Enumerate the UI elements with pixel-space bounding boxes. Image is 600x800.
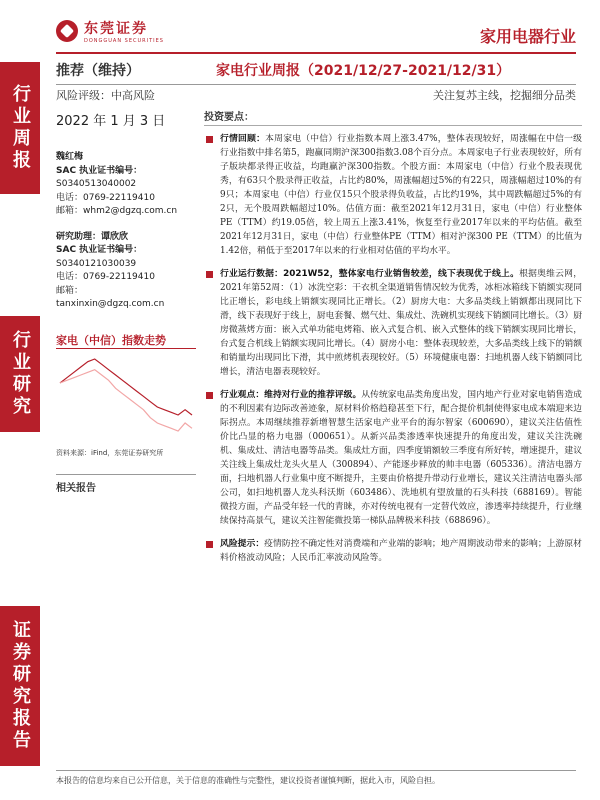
- analyst-cert-label: SAC 执业证书编号：: [56, 245, 143, 255]
- analyst-name: 研究助理：谭欣欣: [56, 231, 129, 242]
- rating: 推荐（维持）: [56, 63, 140, 79]
- side-label-research: [0, 316, 40, 432]
- analyst-name: 魏红梅: [56, 152, 84, 162]
- title-row: [56, 60, 576, 82]
- bullet-text: 根据奥维云网，2021年第52周：（1）冰洗空彩：干衣机全渠道销售情况较为优秀，冰柜冰箱线下销额实现同比正增长，彩电线上销额实现同比正增长。（2）厨房大电：大多品类线上销额都出现同比下滑，线下表现好于线上，厨电套餐、燃气灶、集成灶、洗碗机实现线下销额同比增长。（3）厨房微蒸烤方面：嵌入式单功能电烤箱、嵌入式复合机、嵌入式整体的线下销额实现同比增长，台式复合机线上销额实现同比增长。（4）厨房小电：整体表现较差，大多品类线上线下的销额和销量均出现同比下滑，其中煎烤机表现较好。（5）环境健康电器：扫地机器人线下销额同比增长，清洁电器表现较好。: [220, 269, 582, 377]
- brand-name-cn: 东莞证券: [84, 21, 148, 37]
- brand-logo: [56, 18, 164, 44]
- risk-level: 风险评级：中高风险: [56, 89, 155, 102]
- subtitle-row: [56, 84, 576, 102]
- analyst-assistant: [56, 231, 196, 312]
- side-label-report: [0, 606, 40, 766]
- report-title: 家电行业周报（2021/12/27-2021/12/31）: [216, 63, 511, 79]
- analyst-cert-label: SAC 执业证书编号：: [56, 165, 143, 176]
- bullet-industry-view: [204, 388, 582, 528]
- analyst-email[interactable]: 邮箱：whm2@dgzq.com.cn: [56, 206, 178, 216]
- chart-series-line-1: [60, 370, 192, 431]
- bullet-text: 从传统家电品类角度出发，国内地产行业对家电销售造成的不利因素有边际改善迹象，原材料价格趋稳甚至下行，配合提价机制使得家电成本端迎来边际拐点。本周继续推荐新增智慧生活家电产业平台的海尔智家（600690），建议关注估值性价比凸显的格力电器（000651）。从新兴品类渗透率快速提升的角度出发，建议关注洗碗机、集成灶、清洁电器等品类。集成灶方面，四季度销额较三季度有所好转，增速提升，建议关注线上集成灶龙头火星人（300894）、产能逐步释放的帅丰电器（605336）。清洁电器方面，扫地机器人行业集中度不断提升，主要由价格提升带动行业增长，建议关注清洁电器头部公司，如扫地机器人龙头科沃斯（603486）、洗地机有望放量的石头科技（688169）。智能微投方面，产品受年轻一代的青睐，亦对传统电视有一定替代效应，渗透率持续提升，行业继续保持高景气，建议关注智能微投第一梯队品牌极米科技（688696）。: [220, 390, 582, 526]
- brand-name-en: DONGGUAN SECURITIES: [84, 38, 164, 44]
- bullet-square-icon: [206, 392, 213, 399]
- industry-tag: 家用电器行业: [479, 27, 576, 46]
- analyst-phone: 电话：0769-22119410: [56, 272, 155, 282]
- analyst-email[interactable]: tanxinxin@dgzq.com.cn: [56, 299, 165, 309]
- analyst-primary: [56, 151, 196, 219]
- side-label-weekly: [0, 62, 40, 194]
- investment-points-heading: 投资要点：: [204, 108, 582, 126]
- bullet-lead: 风险提示：: [220, 539, 265, 549]
- side-label-text: 行业研究: [10, 330, 31, 418]
- left-column: [56, 108, 196, 312]
- analyst-phone: 电话：0769-22119410: [56, 192, 155, 203]
- disclaimer-footer: 本报告的信息均来自已公开信息，关于信息的准确性与完整性，建议投资者谨慎判断，据此入市，风险自担。: [56, 770, 576, 787]
- bullet-text: 本周家电（中信）行业指数本周上涨3.47%，整体表现较好，周涨幅在中信一级行业指数中排名第5，跑赢同期沪深300指数3.08个百分点。本周家电子行业表现较好，所有子版块都录得正收益，均跑赢沪深300指数。个股方面：本周家电（中信）行业个股表现优秀，有63只个股录得正收益，占比约80%，周涨幅超过5%的有22只，周涨幅超过10%的有9只；本周家电（中信）行业仅15只个股录得负收益，占比约19%，其中周跌幅超过5%的有2只，无个股周跌幅超过10%。估值方面：截至2021年12月31日，家电（中信）行业整体PE（TTM）约19.05倍，较上周五上涨3.41%，恢复至行业2017年以来的平均估值。截至2021年12月31日，家电（中信）行业整体PE（TTM）相对沪深300 PE（TTM）的比值为1.42倍，稍低于至2017年以来的行业相对估值的平均水平。: [220, 134, 582, 256]
- bullet-square-icon: [206, 271, 213, 278]
- bullet-square-icon: [206, 541, 213, 548]
- chart-source: 资料来源：iFind，东莞证券研究所: [56, 449, 164, 457]
- bullet-lead: 行业观点：维持对行业的推荐评级。: [220, 390, 362, 400]
- analyst-email-label: 邮箱：: [56, 285, 84, 296]
- index-chart: [56, 348, 196, 438]
- bullet-operation-data: [204, 267, 582, 379]
- index-chart-svg: [56, 349, 196, 439]
- bullet-lead: 行业运行数据：2021W52，整体家电行业销售较差，线下表现优于线上。: [220, 269, 520, 279]
- bullet-square-icon: [206, 136, 213, 143]
- chart-title: 家电（中信）指数走势: [56, 334, 166, 347]
- bullet-market-review: [204, 132, 582, 258]
- right-column: [204, 108, 582, 574]
- report-date: 2022 年 1 月 3 日: [56, 114, 166, 129]
- side-label-text: 行业周报: [10, 84, 31, 172]
- analyst-cert-no: S0340513040002: [56, 179, 137, 189]
- analyst-cert-no: S0340121030039: [56, 258, 137, 269]
- brand-logo-icon: [56, 20, 78, 42]
- page-header: [56, 14, 576, 54]
- related-reports-title[interactable]: 相关报告: [56, 474, 196, 494]
- side-label-text: 证券研究报告: [10, 620, 31, 752]
- bullet-lead: 行情回顾：: [220, 134, 266, 144]
- bullet-risk-warning: [204, 537, 582, 565]
- report-subtitle: 关注复苏主线，挖掘细分品类: [433, 89, 576, 102]
- chart-series-line-0: [60, 359, 192, 415]
- bullet-text: 疫情防控不确定性对消费端和产业端的影响；地产周期波动带来的影响；上游原材料价格波动风险；人民币汇率波动风险等。: [220, 539, 582, 563]
